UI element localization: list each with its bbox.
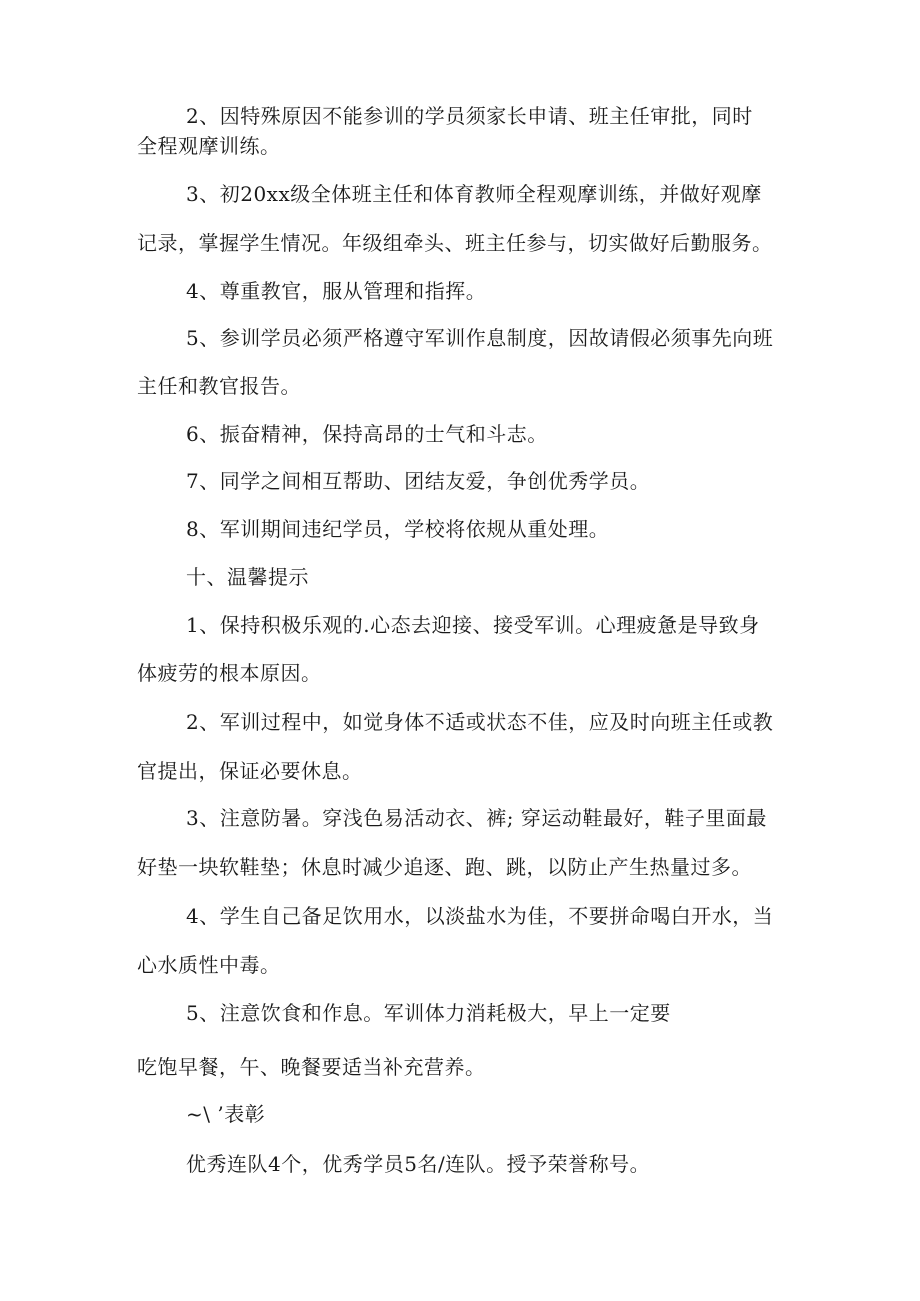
tip-4-line-1: 4、学生自己备足饮用水，以淡盐水为佳，不要拼命喝白开水，当 [186,904,774,928]
rule-7: 7、同学之间相互帮助、团结友爱，争创优秀学员。 [186,469,651,493]
tip-2-line-2: 官提出，保证必要休息。 [137,759,363,783]
tip-1-line-2: 体疲劳的根本原因。 [137,661,322,685]
rule-5-line-2: 主任和教官报告。 [137,374,301,398]
tip-2-line-1: 2、军训过程中，如觉身体不适或状态不佳，应及时向班主任或教 [186,710,774,734]
rule-2-line-2: 全程观摩训练。 [137,134,281,158]
tip-5-line-2: 吃饱早餐，午、晚餐要适当补充营养。 [137,1055,486,1079]
tip-4-line-2: 心水质性中毒。 [137,953,281,977]
section-heading-commendation: ~\ ’表彰 [186,1102,266,1126]
rule-3-line-2: 记录，掌握学生情况。年级组牵头、班主任参与，切实做好后勤服务。 [137,231,773,255]
rule-6: 6、振奋精神，保持高昂的士气和斗志。 [186,422,548,446]
rule-4: 4、尊重教官，服从管理和指挥。 [186,279,487,303]
rule-8: 8、军训期间违纪学员，学校将依规从重处理。 [186,517,610,541]
tip-3-line-1: 3、注意防暑。穿浅色易活动衣、裤; 穿运动鞋最好，鞋子里面最 [186,806,767,830]
rule-2-line-1: 2、因特殊原因不能参训的学员须家长申请、班主任审批，同时 [186,104,753,128]
section-heading-tips: 十、温馨提示 [186,565,309,589]
tip-1-line-1: 1、保持积极乐观的.心态去迎接、接受军训。心理疲惫是导致身 [186,613,760,637]
rule-3-line-1: 3、初20xx级全体班主任和体育教师全程观摩训练，并做好观摩 [186,182,762,206]
tip-3-line-2: 好垫一块软鞋垫；休息时减少追逐、跑、跳，以防止产生热量过多。 [137,855,752,879]
commendation-text: 优秀连队4个，优秀学员5名/连队。授予荣誉称号。 [186,1152,651,1176]
tip-5-line-1: 5、注意饮食和作息。军训体力消耗极大，早上一定要 [186,1001,671,1025]
rule-5-line-1: 5、参训学员必须严格遵守军训作息制度，因故请假必须事先向班 [186,326,774,350]
